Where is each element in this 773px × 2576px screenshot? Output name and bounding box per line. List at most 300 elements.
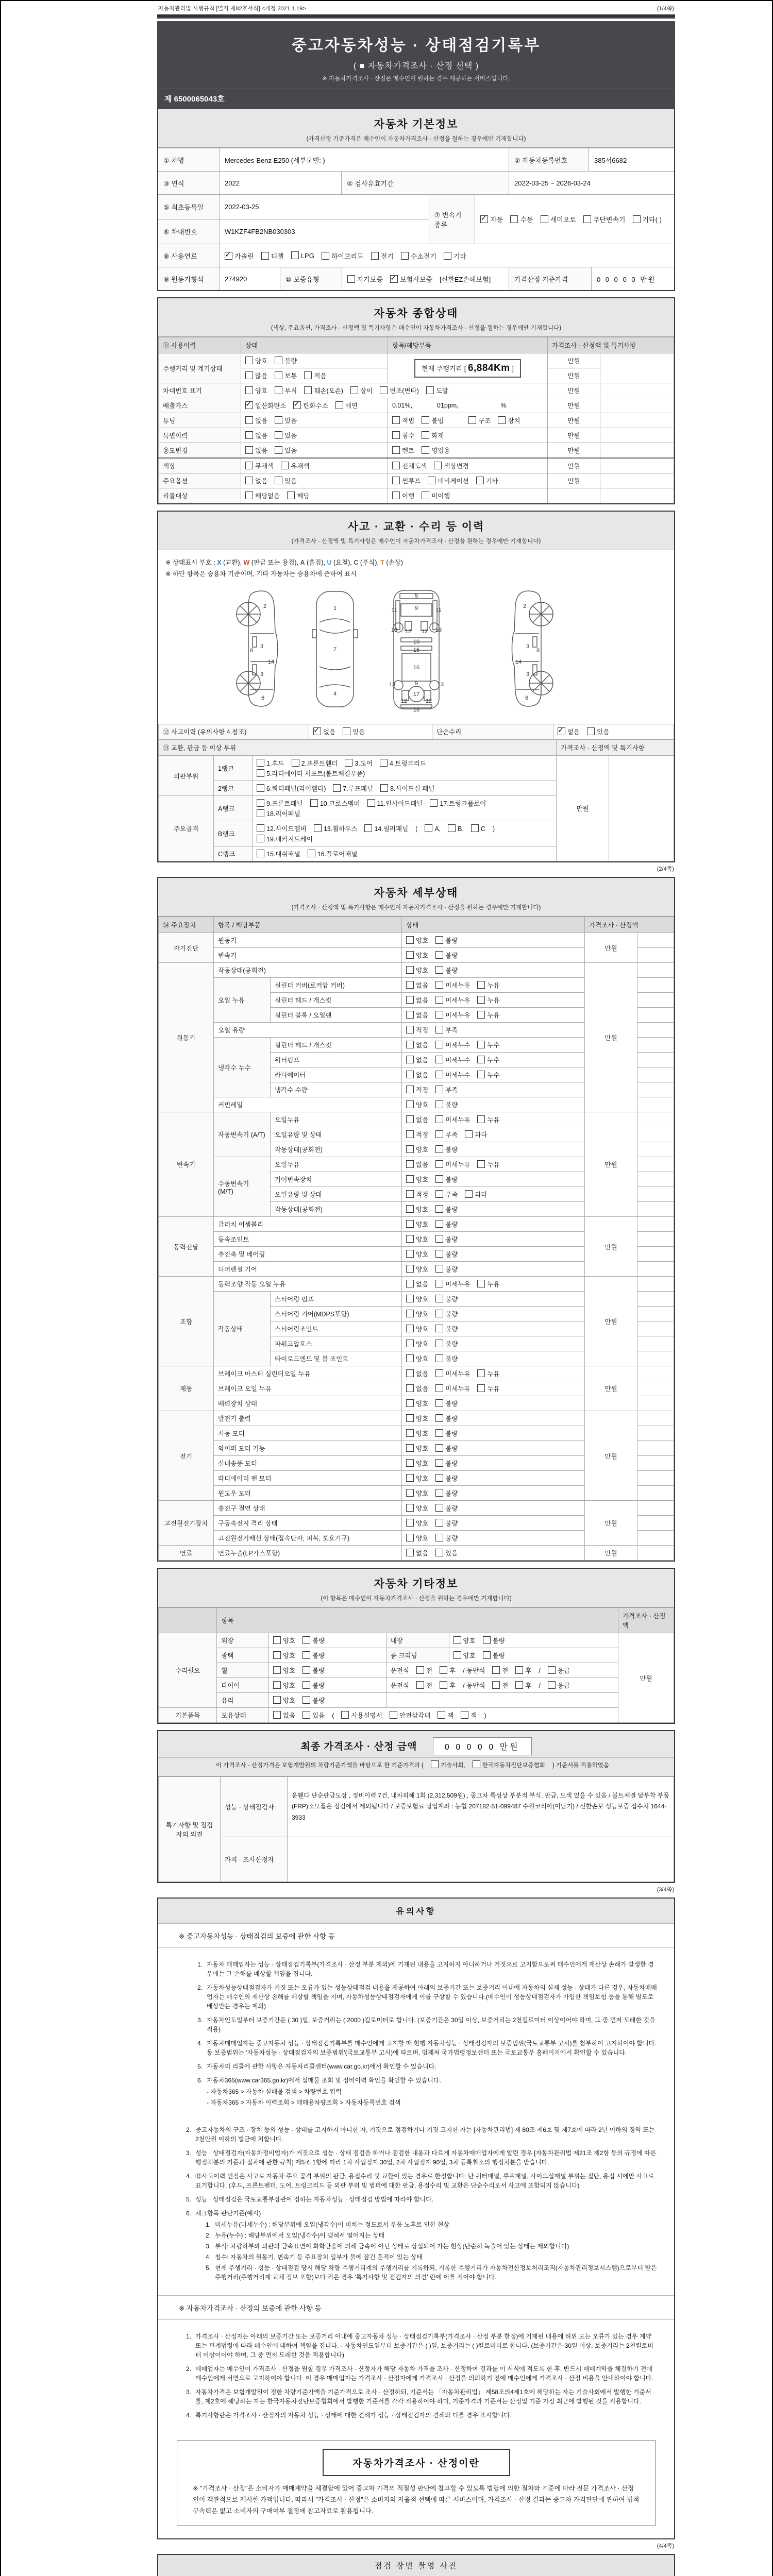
checkbox-unchecked <box>406 1534 414 1541</box>
checkbox-unchecked <box>422 416 429 424</box>
price-unit: 만원 <box>557 756 609 861</box>
notice-item-text: 성능 · 상태점검은 국토교통부장관이 정하는 자동차성능 · 상태점검 방법에 따라야 합니다. <box>195 2196 433 2203</box>
misc-head-row <box>159 1608 674 1633</box>
checkbox-option: 불량 <box>435 1099 458 1110</box>
inspector-opinion-text: 운휀다 단순판금도장 , 정비이력 7건, 내차피해 1회 (2,312,509원) , 중고차 특성상 부분적 부식, 판금, 도색 있을 수 있음 / 볼트체결 탈부착 부품(FRP)소모품은 점검에서 제외됩니다 / 보증보험료 납입계좌 : 농협 207182-51-099487 수원코리아(이남기) / 신한손보 성능보증 접수처 1644-3933 <box>288 1777 674 1837</box>
legend-codes <box>165 557 667 567</box>
form-document <box>157 1 675 2576</box>
checkbox-unchecked <box>245 386 253 394</box>
notice-item-text: 자동차성능상태점검자가 거짓 또는 오류가 있는 성능상태점검 내용을 제공하여 아래의 보증기간 또는 보증거리 이내에 자동차의 실제 성능 · 상태가 다른 경우, 자동차매매업자는 매수인의 재산상 손해를 배상할 책임을 지며, 자동차성능상태점검자에게 이를 구상할 수 있습니다.(매수인이 성능상태점검자가 가입한 책임보험 등을 통해 별도로 배상받는 경우는 제외) <box>207 1984 657 2010</box>
checkbox-option: 상이 <box>350 385 373 396</box>
checkbox-unchecked <box>422 492 429 499</box>
notes-cell <box>637 1307 674 1321</box>
state-options <box>241 458 388 473</box>
checkbox-option: 양호 <box>245 385 267 396</box>
device-group-label: 조향 <box>159 1277 214 1366</box>
notes-cell <box>637 1456 674 1471</box>
row-label: 배출가스 <box>159 398 241 413</box>
panel-number-17: 17 <box>413 691 419 698</box>
checkbox-option: ✓ 일산화탄소 <box>245 400 286 411</box>
panel-number-3: 3 <box>260 671 263 677</box>
notes-cell <box>637 1351 674 1366</box>
table-row-basic-items <box>159 1708 674 1723</box>
notes-cell <box>637 1172 674 1187</box>
checkbox-unchecked <box>406 1130 414 1138</box>
section-misc-info <box>157 1568 675 1724</box>
checkbox-option: 화재 <box>422 430 444 440</box>
state-options <box>402 1426 585 1441</box>
accident-note: (가격조사 · 산정액 및 특기사항은 매수인이 자동차가격조사 · 산정을 원하는 경우에만 기재합니다) <box>291 538 541 545</box>
checkbox-unchecked <box>273 1651 281 1659</box>
checkbox-option: 전기 <box>371 250 394 261</box>
item-label: 기어변속장치 <box>271 1172 402 1187</box>
checkbox-option: 미세누수 <box>435 1070 470 1080</box>
checkbox-unchecked <box>435 1384 443 1392</box>
checkbox-option: 디젤 <box>261 250 284 261</box>
checkbox-unchecked <box>435 1220 443 1228</box>
item-label: 라디에이터 <box>271 1067 402 1082</box>
checkbox-unchecked <box>406 966 414 974</box>
notes-cell <box>600 443 674 459</box>
notes-cell <box>637 948 674 963</box>
checkbox-unchecked <box>435 1175 443 1183</box>
checkbox-option: ✓자동 <box>480 214 503 225</box>
table-row-용도변경 <box>159 443 674 459</box>
checkbox-unchecked <box>435 1504 443 1512</box>
checkbox-option: 불량 <box>435 1503 458 1513</box>
checkbox-unchecked <box>477 1041 485 1048</box>
notes-cell <box>600 458 674 473</box>
panel-number-2: 2 <box>523 603 526 609</box>
checkbox-option: 2.프론트휀더 <box>292 758 338 768</box>
checkbox-unchecked <box>406 1265 414 1273</box>
notice-item <box>179 2148 659 2167</box>
state-options <box>402 1277 585 1292</box>
state-options <box>402 933 585 948</box>
notes-cell <box>637 1142 674 1157</box>
notes-cell <box>637 1053 674 1067</box>
checkbox-option: 불량 <box>435 965 458 975</box>
checkbox-unchecked <box>392 492 400 499</box>
row-registration-vin-transmission <box>158 194 674 244</box>
notice-item-text: 매매업자는 매수인이 가격조사 · 산정을 원할 경우 가격조사 · 산정자가 해당 자동차 가격을 조사 · 산정하여 결과를 이 서식에 적도록 한 후, 반드시 매매계약을 체결하기 전에 매수인에게 서면으로 고지하여야 합니다. 이 경우 매매업자는 가격조사 · 산정자에게 가격조사 · 산정을 의뢰하기 전에 매수인에게 가격조사 · 산정 비용을 안내하여야 합니다. <box>195 2365 653 2382</box>
checkbox-unchecked <box>314 824 322 832</box>
checkbox-option: 3.도어 <box>345 758 373 768</box>
notes-cell <box>637 1187 674 1202</box>
item-label: 스티어링 기어(MDPS포함) <box>271 1307 402 1321</box>
row-label: 차대번호 표기 <box>159 383 241 398</box>
checkbox-option: 없음 <box>406 980 428 990</box>
page-number-2: (2/4쪽) <box>657 866 674 872</box>
checkbox-checked <box>558 727 565 735</box>
notice-item-text: 미세누유(미세누수) : 해당부위에 오일(냉각수)이 비치는 정도로서 부품 노후로 인한 현상 <box>215 2221 450 2228</box>
item-options <box>388 488 548 503</box>
basic-items-group-label: 기본품목 <box>159 1708 217 1723</box>
col-item: 항목 / 해당부품 <box>214 917 402 933</box>
device-group-label: 변속기 <box>159 1112 214 1217</box>
state-options <box>402 1307 585 1321</box>
panel-number-13: 13 <box>435 627 442 633</box>
checkbox-option: 불량 <box>435 1533 458 1543</box>
notice-sub-line: - 자동차365 > 자동차 이력조회 > 매매용차량조회 > 자동차등록번호 검색 <box>207 2099 401 2106</box>
state-options <box>402 1292 585 1307</box>
document-number: 제 6500065043호 <box>157 89 675 109</box>
checkbox-unchecked <box>275 386 282 394</box>
notice-item <box>190 1983 659 2011</box>
table-row-튜닝 <box>159 413 674 428</box>
item-label: 작동상태(공회전) <box>271 1142 402 1157</box>
checkbox-option: 양호 <box>406 1443 428 1453</box>
checkbox-unchecked <box>435 1429 443 1437</box>
checkbox-option: 적정 <box>406 1129 428 1140</box>
notice-item <box>179 2411 659 2420</box>
option-text: / <box>539 1667 541 1674</box>
checkbox-unchecked <box>435 1354 443 1362</box>
section-detail-condition <box>157 877 675 1562</box>
notice-item-text: 현재 주행거리 · 성능 · 상태점검 당시 해당 차량 주행거리계의 주행거리를 기록하되, 기록한 주행거리가 자동차전산정보처리조직(자동차관리정보시스템)으로부터 받은 주행거리(주행거리계 교체 정보 포함)보다 적은 경우 '특기사항 및 점검자의 의견' 란에 이를 적어야 합니다. <box>215 2264 657 2281</box>
checkbox-option: 수동 <box>510 214 533 225</box>
table-row-연료누출(LP가스포함) <box>159 1546 674 1561</box>
item-label: 타이어 <box>217 1678 269 1693</box>
checkbox-option: 미세누유 <box>435 1279 470 1289</box>
notes-cell <box>637 1247 674 1262</box>
section-basic-info <box>157 109 675 291</box>
checkbox-unchecked <box>435 966 443 974</box>
notice-item <box>198 2242 659 2251</box>
checkbox-option: 없음 <box>245 415 267 426</box>
item-label: 오일누유 <box>271 1157 402 1172</box>
checkbox-unchecked <box>406 1549 414 1556</box>
checkbox-unchecked <box>406 1369 414 1377</box>
item-label: 오일유량 및 상태 <box>271 1187 402 1202</box>
damage-code: X <box>217 559 222 566</box>
notice-item-text: 자동차매매업자는 중고자동차 성능 · 상태점검기록부를 매수인에게 고지할 때 현행 자동차성능 · 상태점검자의 보증범위(국토교통부 고시)를 첨부하여 고지하여야 합니다. 동 보증범위는 '자동차성능 · 상태점검자의 보증범위'(국토교통부 고시)에 따르며, 법제처 국가법령정보센터 또는 국토교통부 홈페이지에서 확인할 수 있습니다. <box>207 2040 657 2056</box>
checkbox-option: 18.리어패널 <box>257 808 300 819</box>
item-label: 발전기 출력 <box>214 1411 402 1426</box>
checkbox-unchecked <box>390 1711 397 1719</box>
exchange-repair-table <box>158 739 674 861</box>
label-vin: ⑥ 차대번호 <box>158 219 219 244</box>
checkbox-option: 기타 <box>476 476 498 486</box>
item-label: 내장 <box>386 1633 449 1648</box>
checkbox-option: 부식 <box>275 385 297 396</box>
state-options <box>402 1351 585 1366</box>
notes-cell <box>637 1023 674 1038</box>
checkbox-option: 불량 <box>435 1443 458 1453</box>
checkbox-option: 후 <box>440 1665 456 1675</box>
checkbox-option: 있음 <box>587 726 609 737</box>
checkbox-option: 썬루프 <box>392 476 421 486</box>
notice-item-number: 2. <box>197 1984 203 1991</box>
checkbox-option: 없음 <box>406 1548 428 1558</box>
item-label: 변속기 <box>214 948 402 963</box>
checkbox-option: 1.후드 <box>257 758 284 768</box>
checkbox-option: 양호 <box>406 1458 428 1468</box>
checkbox-option: 누유 <box>477 1383 499 1394</box>
checkbox-option: 양호 <box>406 1428 428 1438</box>
checkbox-unchecked <box>406 1399 414 1407</box>
panel-number-15: 15 <box>413 647 419 653</box>
item-label: 추진축 및 베어링 <box>214 1247 402 1262</box>
notice-item-text: 자동차가격은 보험개발원이 정한 차량기준가액을 기준가격으로 조사 · 산정하되, 기준서는 「자동차관리법」 제58조의4제1호에 해당하는 자는 기술사회에서 발행한 기준서를, 제2호에 해당하는 자는 한국자동차진단보증협회에서 발행한 기준서를 각각 적용하여야 하며, 기준가격과 기준서는 산정일 기준 가장 최근에 발행된 것을 적용합니다. <box>195 2388 651 2405</box>
checkbox-option: 불량 <box>435 950 458 960</box>
state-options <box>402 1112 585 1127</box>
mileage-state-options <box>241 353 388 368</box>
state-options <box>386 1678 618 1693</box>
checkbox-option: 구조 <box>468 415 491 426</box>
checkbox-unchecked <box>273 1636 281 1644</box>
checkbox-option: 누유 <box>477 1010 499 1020</box>
notes-cell <box>637 1546 674 1561</box>
checkbox-option: 불량 <box>435 1144 458 1155</box>
option-text: 운전석 <box>390 1682 409 1689</box>
notice-item-number: 1. <box>197 1961 203 1968</box>
row-label: 색상 <box>159 458 241 473</box>
final-price-value: 0 0 0 0 0 만원 <box>433 1737 532 1755</box>
label-rankA: A랭크 <box>214 796 253 821</box>
checkbox-option: 15.대쉬패널 <box>257 849 300 859</box>
notes-cell <box>637 1082 674 1097</box>
panel-number-16: 16 <box>413 665 419 671</box>
checkbox-unchecked <box>303 1636 310 1644</box>
checkbox-option: 양호 <box>453 1650 476 1660</box>
table-row-주요옵션 <box>159 473 674 488</box>
checkbox-unchecked <box>477 1071 485 1078</box>
checkbox-unchecked <box>406 1295 414 1302</box>
legend-text: (손상) <box>384 559 403 566</box>
notice-item <box>190 2039 659 2057</box>
checkbox-unchecked <box>406 1235 414 1243</box>
checkbox-unchecked <box>422 431 429 439</box>
checkbox-unchecked <box>380 759 388 767</box>
panel-number-12: 12 <box>421 629 428 635</box>
checkbox-unchecked <box>345 759 352 767</box>
checkbox-option: 있음 <box>275 430 297 440</box>
row-label: 주요옵션 <box>159 473 241 488</box>
item-label: 광택 <box>217 1648 269 1663</box>
checkbox-option: 양호 <box>406 1099 428 1110</box>
final-price-note <box>158 1758 674 1776</box>
checkbox-option: 불량 <box>435 1174 458 1184</box>
page-number-4: (4/4쪽) <box>657 2543 674 2549</box>
checkbox-unchecked <box>406 1100 414 1108</box>
panel-number-10: 10 <box>413 639 419 645</box>
checkbox-unchecked <box>477 1384 485 1392</box>
item-label: 실린더 헤드 / 개스킷 <box>271 1038 402 1053</box>
notes-cell <box>637 1516 674 1531</box>
state-options <box>402 1023 585 1038</box>
checkbox-unchecked <box>435 1056 443 1063</box>
checkbox-unchecked <box>406 936 414 944</box>
notice-outer-list <box>158 2125 674 2295</box>
checkbox-unchecked <box>435 1130 443 1138</box>
checkbox-unchecked <box>304 386 312 394</box>
accident-title: 사고 · 교환 · 수리 등 이력 <box>347 521 485 533</box>
row-label: 튜닝 <box>159 413 241 428</box>
checkbox-option: 미세누유 <box>435 1368 470 1379</box>
item-label: 시동 모터 <box>214 1426 402 1441</box>
panel-number-12: 12 <box>425 698 432 704</box>
price-unit: 만원 <box>585 1411 637 1501</box>
checkbox-unchecked <box>406 1041 414 1048</box>
notes-cell <box>637 1441 674 1456</box>
notice-item <box>198 2220 659 2229</box>
checkbox-option: 불량 <box>435 935 458 945</box>
state-options <box>241 443 388 459</box>
state-options <box>402 1127 585 1142</box>
checkbox-option: 없음 <box>406 1383 428 1394</box>
notice-item <box>190 2015 659 2034</box>
notice-item-number: 4. <box>205 2253 211 2261</box>
form-service-note: ※ 자동차가격조사 · 산정은 매수인이 원하는 경우 제공하는 서비스입니다. <box>322 76 510 82</box>
panel-number-6: 6 <box>261 695 264 701</box>
checkbox-unchecked <box>273 1681 281 1689</box>
item-label: 등속조인트 <box>214 1232 402 1247</box>
state-options <box>402 1531 585 1546</box>
panel-number-6: 6 <box>525 695 528 701</box>
checkbox-option: 있음 <box>275 476 297 486</box>
checkbox-unchecked <box>435 1459 443 1467</box>
repair-group-label: 수리필요 <box>159 1633 217 1708</box>
checkbox-unchecked <box>438 1711 445 1719</box>
checkbox-unchecked <box>435 1160 443 1168</box>
checkbox-unchecked <box>392 462 400 469</box>
checkbox-option: 양호 <box>406 1503 428 1513</box>
checkbox-unchecked <box>406 1429 414 1437</box>
checkbox-unchecked <box>406 1205 414 1213</box>
price-appraisal-info-box <box>177 2440 656 2526</box>
checkbox-unchecked <box>471 824 479 832</box>
notes-cell <box>637 1366 674 1381</box>
row-engine-warranty-price <box>158 267 674 290</box>
checkbox-unchecked <box>287 492 295 499</box>
basic-info-title: 자동차 기본정보 <box>374 118 459 130</box>
basic-info-header <box>158 109 674 148</box>
checkbox-unchecked <box>406 1310 414 1317</box>
checkbox-option: 양호 <box>406 1144 428 1155</box>
notice-sec1-list <box>158 1948 674 2121</box>
checkbox-option: 없음 <box>406 1040 428 1050</box>
notice-item-text: 중고자동차의 구조 · 장치 등의 성능 · 상태를 고지하지 아니한 자, 거짓으로 점검하거나 거짓 고지한 자는 [자동차관리법] 제 80조 제6호 및 제7호에 따라 2년 이하의 징역 또는 2천만원 이하의 벌금에 처합니다. <box>195 2126 655 2143</box>
notes-cell <box>637 1112 674 1127</box>
checkbox-unchecked <box>308 850 315 857</box>
notes-cell <box>600 353 674 383</box>
checkbox-option: 불량 <box>435 1249 458 1259</box>
device-group-label: 자기진단 <box>159 933 214 963</box>
checkbox-unchecked <box>435 1086 443 1093</box>
table-row-특별이력 <box>159 428 674 443</box>
table-row-휠 <box>159 1663 674 1678</box>
legend-text: (요철), <box>331 559 354 566</box>
checkbox-option: 없음 <box>273 1710 295 1720</box>
checkbox-unchecked <box>435 1145 443 1153</box>
table-row-충전구 절연 상태 <box>159 1501 674 1516</box>
checkbox-option: 양호 <box>406 950 428 960</box>
checkbox-option: 없음 <box>406 1114 428 1125</box>
item-label: 실린더 블록 / 오일팬 <box>271 1008 402 1023</box>
table-row-appraiser-opinion <box>159 1837 674 1882</box>
notes-cell <box>637 1501 674 1516</box>
checkbox-option: 있음 <box>435 1548 458 1558</box>
checkbox-option: 있음 <box>303 1710 325 1720</box>
checkbox-option: ✓ 보험사보증 <box>390 274 432 284</box>
label-transmission-type: ⑦ 변속기 종류 <box>429 195 475 244</box>
price-unit: 만원 <box>548 443 600 459</box>
checkbox-option: 누유 <box>477 995 499 1005</box>
notice-item-number: 6. <box>186 2210 191 2217</box>
notice-item <box>179 2209 659 2283</box>
checkbox-option: 불량 <box>435 1413 458 1423</box>
checkbox-option: 불량 <box>483 1635 505 1646</box>
notices-title: 유의사항 <box>158 1899 674 1923</box>
detail-title: 자동차 세부상태 <box>374 887 459 899</box>
price-unit: 만원 <box>585 933 637 963</box>
checkbox-unchecked <box>257 769 264 777</box>
notice-sec1-title: ※ 중고자동차성능 · 상태점검의 보증에 관한 사항 등 <box>158 1923 674 1948</box>
checkbox-option: 불량 <box>303 1695 325 1705</box>
checkbox-unchecked <box>406 951 414 959</box>
checkbox-unchecked <box>406 1504 414 1512</box>
checkbox-unchecked <box>406 1459 414 1467</box>
vehicle-diagram <box>221 584 612 714</box>
checkbox-option: 10.크로스멤버 <box>310 798 360 808</box>
photos-title: 점검 장면 촬영 사진 <box>158 2555 674 2576</box>
panel-number-13: 13 <box>391 627 397 633</box>
notes-cell <box>637 1336 674 1351</box>
notice-item <box>179 2125 659 2144</box>
checkbox-option: 7.루프패널 <box>333 783 373 793</box>
checkbox-unchecked <box>465 1190 473 1198</box>
rankC-options <box>253 846 557 861</box>
row-model-year <box>158 171 674 194</box>
state-options <box>386 1693 618 1708</box>
checkbox-unchecked <box>261 252 269 260</box>
checkbox-unchecked <box>435 1399 443 1407</box>
checkbox-option: 있음 <box>275 445 297 455</box>
table-row-accident-history <box>159 724 674 739</box>
checkbox-option: 12.사이드멤버 <box>257 823 307 834</box>
notice-item-number: 2. <box>186 2126 191 2133</box>
table-row-배출가스 <box>159 398 674 413</box>
checkbox-option: 불량 <box>435 1204 458 1214</box>
notes-cell <box>637 1381 674 1396</box>
checkbox-option: 없음 <box>406 1279 428 1289</box>
item-label: 외장 <box>217 1633 269 1648</box>
panel-number-13: 13 <box>437 682 444 688</box>
checkbox-unchecked <box>440 1681 447 1689</box>
checkbox-unchecked <box>416 1681 424 1689</box>
checkbox-unchecked <box>440 1666 447 1674</box>
notice-item <box>198 2231 659 2240</box>
value-model-year: 2022 <box>219 172 341 194</box>
table-row-rank1 <box>159 756 674 781</box>
state-options <box>402 1202 585 1217</box>
col-price-notes: 가격조사 · 산정액 및 특기사항 <box>548 337 674 353</box>
checkbox-unchecked <box>416 1666 424 1674</box>
checkbox-unchecked <box>392 416 400 424</box>
damage-code: T <box>380 559 384 566</box>
checkbox-option: 수소전기 <box>401 250 436 261</box>
checkbox-unchecked <box>435 951 443 959</box>
state-options <box>241 488 388 503</box>
checkbox-unchecked <box>468 416 476 424</box>
checkbox-unchecked <box>275 477 282 484</box>
checkbox-unchecked <box>435 1235 443 1243</box>
appraiser-opinion-text <box>288 1837 674 1882</box>
label-exchange-price: 가격조사 · 산정액 및 특기사항 <box>557 740 674 756</box>
item-label: 실린더 헤드 / 개스킷 <box>271 993 402 1008</box>
notes-cell <box>637 993 674 1008</box>
